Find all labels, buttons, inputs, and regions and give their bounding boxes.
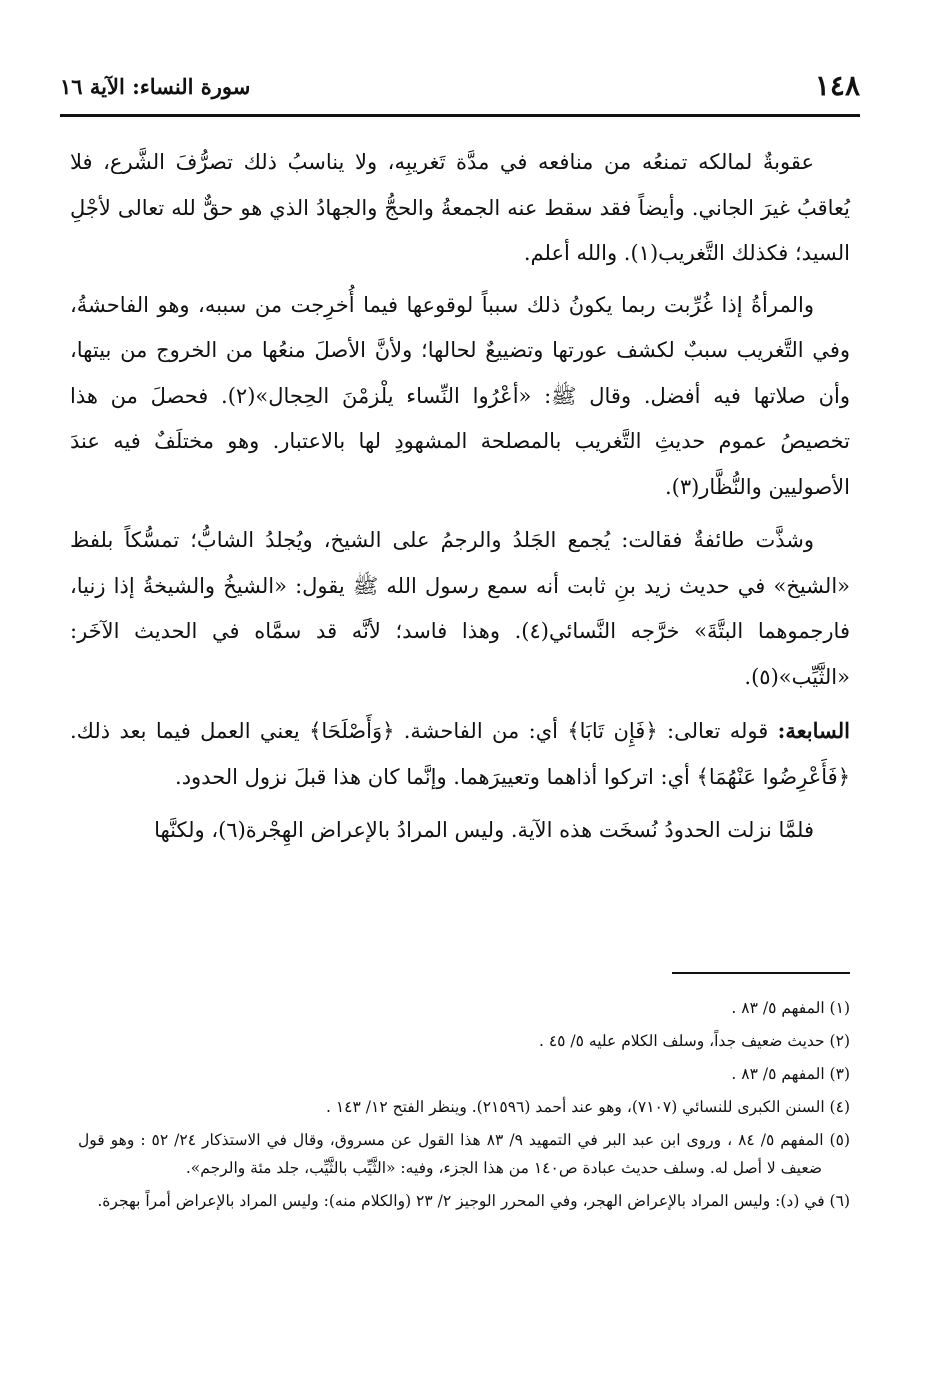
footnote-rule [672, 972, 850, 974]
paragraph: والمرأةُ إذا غُرِّبت ربما يكونُ ذلك سبباً لوقوعها فيما أُخرِجت من سببه، وهو الفاحشةُ، وفي التَّغريب سببٌ لكشف عورتها وتضييعٌ لحالها؛ ولأنَّ الأصلَ منعُها من الخروج من بيتها، وأن صلاتها فيه أفضل. وقال ﷺ: «أعْرُوا النِّساء يلْزمْنَ الحِجال»(٢). فحصلَ من هذا تخصيصُ عموم حديثِ التَّغريب بالمصلحة المشهودِ لها بالاعتبار. وهو مختلَفٌ فيه عندَ الأصوليين والنُّظَّار(٣). [70, 292, 850, 499]
footnote: (٤) السنن الكبرى للنسائي (٧١٠٧)، وهو عند أحمد (٢١٥٩٦). وينظر الفتح ١٢/ ١٤٣ . [326, 1098, 850, 1116]
footnotes [78, 994, 850, 1220]
paragraph: وشذَّت طائفةٌ فقالت: يُجمع الجَلدُ والرجمُ على الشيخ، ويُجلدُ الشابُّ؛ تمسُّكاً بلفظ «الشيخ» في حديث زيد بنِ ثابت أنه سمع رسول الله ﷺ يقول: «الشيخُ والشيخةُ إذا زنيا، فارجموهما البتَّةَ» خرَّجه النَّسائي(٤). وهذا فاسد؛ لأنَّه قد سمَّاه في الحديث الآخَر: «الثَّيِّب»(٥). [70, 528, 850, 689]
main-text [70, 140, 850, 862]
footnote: (١) المفهم ٥/ ٨٣ . [731, 999, 850, 1017]
running-title: سورة النساء: الآية ١٦ [60, 74, 251, 99]
section-paragraph [70, 708, 850, 800]
header-rule [60, 114, 860, 117]
footnote: (٣) المفهم ٥/ ٨٣ . [731, 1065, 850, 1083]
footnote: (٢) حديث ضعيف جداً، وسلف الكلام عليه ٥/ ٤٥ . [538, 1032, 850, 1050]
paragraph: فلمَّا نزلت الحدودُ نُسخَت هذه الآية. وليس المرادُ بالإعراض الهِجْرة(٦)، ولكنَّها [154, 818, 814, 842]
section-label: السابعة: [777, 718, 850, 743]
footnote: (٥) المفهم ٥/ ٨٤ ، وروى ابن عبد البر في التمهيد ٩/ ٨٣ هذا القول عن مسروق، وقال في الاستذكار ٢٤/ ٥٢ : وهو قول ضعيف لا أصل له. وسلف حديث عبادة ص١٤٠ من هذا الجزء، وفيه: «الثَّيِّب بالثَّيِّب، جلد مئة والرجم». [78, 1131, 850, 1177]
page-header [60, 68, 860, 108]
paragraph: عقوبةٌ لمالكه تمنعُه من منافعه في مدَّة تَغريبِه، ولا يناسبُ ذلك تصرُّفَ الشَّرع، فلا يُعاقبُ غيرَ الجاني. وأيضاً فقد سقط عنه الجمعةُ والحجُّ والجهادُ الذي هو حقٌّ لله تعالى لأجْلِ السيد؛ فكذلك التَّغريب(١). والله أعلم. [70, 150, 850, 265]
section-text: قوله تعالى: ﴿فَإِن تَابَا﴾ أي: من الفاحشة. ﴿وَأَصْلَحَا﴾ يعني العمل فيما بعد ذلك. ﴿فَأَعْرِضُوا عَنْهُمَا﴾ أي: اتركوا أذاهما وتعييرَهما. وإنَّما كان هذا قبلَ نزول الحدود. [70, 719, 850, 789]
page-number: ١٤٨ [814, 69, 860, 102]
footnote: (٦) في (د): وليس المراد بالإعراض الهجر، وفي المحرر الوجيز ٢/ ٢٣ (والكلام منه): وليس المراد بالإعراض أمراً بهجرة. [97, 1192, 850, 1210]
